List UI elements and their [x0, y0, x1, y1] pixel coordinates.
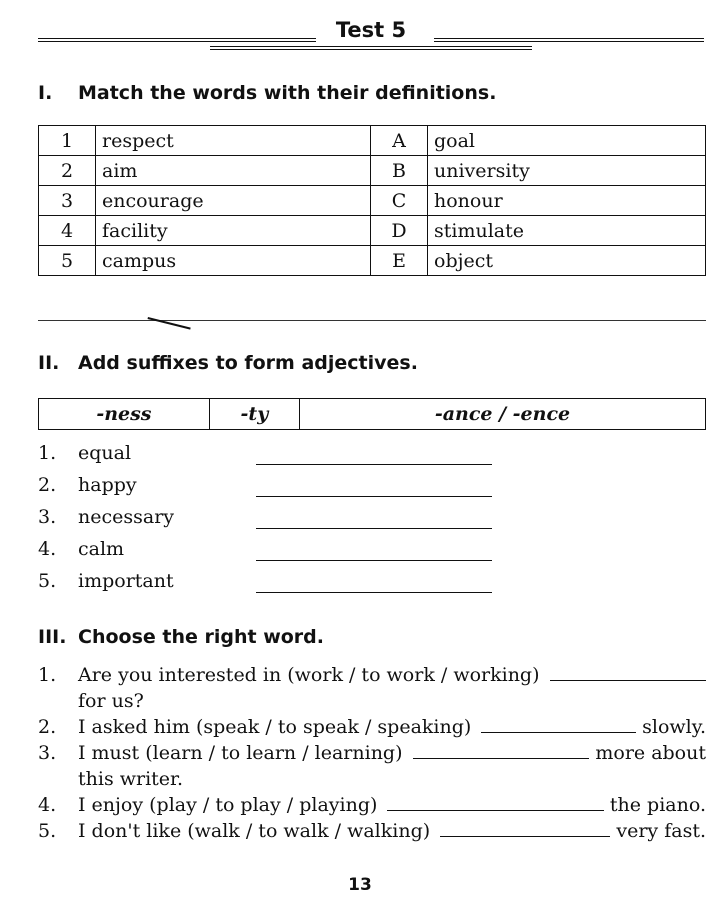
section-3-number: III. [38, 626, 67, 648]
suffix-ty: -ty [209, 399, 299, 430]
section-3-heading [38, 626, 324, 648]
item-word: important [78, 570, 174, 592]
suffix-ance-ence: -ance / -ence [299, 399, 705, 430]
title-underline [210, 46, 532, 50]
row-number: 4 [39, 216, 96, 246]
page-number: 13 [348, 875, 372, 895]
answer-blank[interactable] [256, 496, 492, 497]
list-item [38, 714, 706, 740]
row-letter: D [371, 216, 428, 246]
row-definition: goal [428, 126, 706, 156]
answer-blank[interactable] [256, 528, 492, 529]
section-2-number: II. [38, 352, 60, 374]
answer-blank[interactable] [256, 464, 492, 465]
item-number: 4. [38, 538, 57, 560]
row-number: 2 [39, 156, 96, 186]
list-item [38, 818, 706, 844]
item-number: 2. [38, 716, 57, 738]
list-item [38, 792, 706, 818]
row-number: 5 [39, 246, 96, 276]
row-word: aim [96, 156, 371, 186]
suffix-exercise-list [38, 442, 508, 602]
section-1-heading [38, 82, 496, 104]
item-continuation: this writer. [78, 768, 184, 790]
item-number: 1. [38, 442, 57, 464]
row-number: 1 [39, 126, 96, 156]
row-letter: E [371, 246, 428, 276]
item-text: I don't like (walk / to walk / walking) [78, 820, 431, 842]
suffix-table [38, 398, 706, 430]
answer-blank[interactable] [256, 592, 492, 593]
table-row [39, 246, 706, 276]
list-item [38, 570, 508, 602]
row-word: encourage [96, 186, 371, 216]
row-letter: A [371, 126, 428, 156]
answer-blank[interactable] [387, 792, 603, 811]
row-definition: object [428, 246, 706, 276]
answer-blank[interactable] [481, 714, 636, 733]
item-word: calm [78, 538, 125, 560]
item-number: 5. [38, 820, 57, 842]
item-word: happy [78, 474, 137, 496]
item-number: 3. [38, 742, 57, 764]
list-item [38, 740, 706, 792]
answer-blank[interactable] [413, 740, 590, 759]
section-divider [38, 320, 706, 321]
table-row [39, 156, 706, 186]
matching-table [38, 125, 706, 276]
row-letter: C [371, 186, 428, 216]
title-block [38, 18, 704, 58]
answer-blank[interactable] [550, 662, 706, 681]
table-row [39, 216, 706, 246]
section-1-number: I. [38, 82, 53, 104]
row-definition: university [428, 156, 706, 186]
list-item [38, 662, 706, 714]
page-title: Test 5 [335, 18, 407, 42]
row-number: 3 [39, 186, 96, 216]
section-2-heading [38, 352, 418, 374]
item-number: 5. [38, 570, 57, 592]
list-item [38, 538, 508, 570]
answer-blank[interactable] [256, 560, 492, 561]
item-after: slowly. [642, 716, 706, 738]
table-row [39, 126, 706, 156]
row-word: campus [96, 246, 371, 276]
item-after: the piano. [609, 794, 706, 816]
list-item [38, 442, 508, 474]
item-number: 4. [38, 794, 57, 816]
item-word: necessary [78, 506, 175, 528]
item-after: very fast. [616, 820, 706, 842]
item-text: I asked him (speak / to speak / speaking) [78, 716, 472, 738]
item-number: 3. [38, 506, 57, 528]
item-text: I enjoy (play / to play / playing) [78, 794, 378, 816]
choose-word-list [38, 662, 706, 844]
list-item [38, 506, 508, 538]
item-text: I must (learn / to learn / learning) [78, 742, 403, 764]
row-definition: stimulate [428, 216, 706, 246]
row-definition: honour [428, 186, 706, 216]
item-number: 2. [38, 474, 57, 496]
item-word: equal [78, 442, 132, 464]
row-word: respect [96, 126, 371, 156]
table-row [39, 186, 706, 216]
section-3-title: Choose the right word. [78, 626, 324, 648]
table-row [39, 399, 706, 430]
item-continuation: for us? [78, 690, 144, 712]
suffix-ness: -ness [39, 399, 210, 430]
section-1-title: Match the words with their definitions. [78, 82, 497, 104]
item-number: 1. [38, 664, 57, 686]
list-item [38, 474, 508, 506]
row-word: facility [96, 216, 371, 246]
item-after: more about [595, 742, 706, 764]
answer-blank[interactable] [440, 818, 610, 837]
row-letter: B [371, 156, 428, 186]
item-text: Are you interested in (work / to work / working) [78, 664, 540, 686]
section-2-title: Add suffixes to form adjectives. [78, 352, 418, 374]
